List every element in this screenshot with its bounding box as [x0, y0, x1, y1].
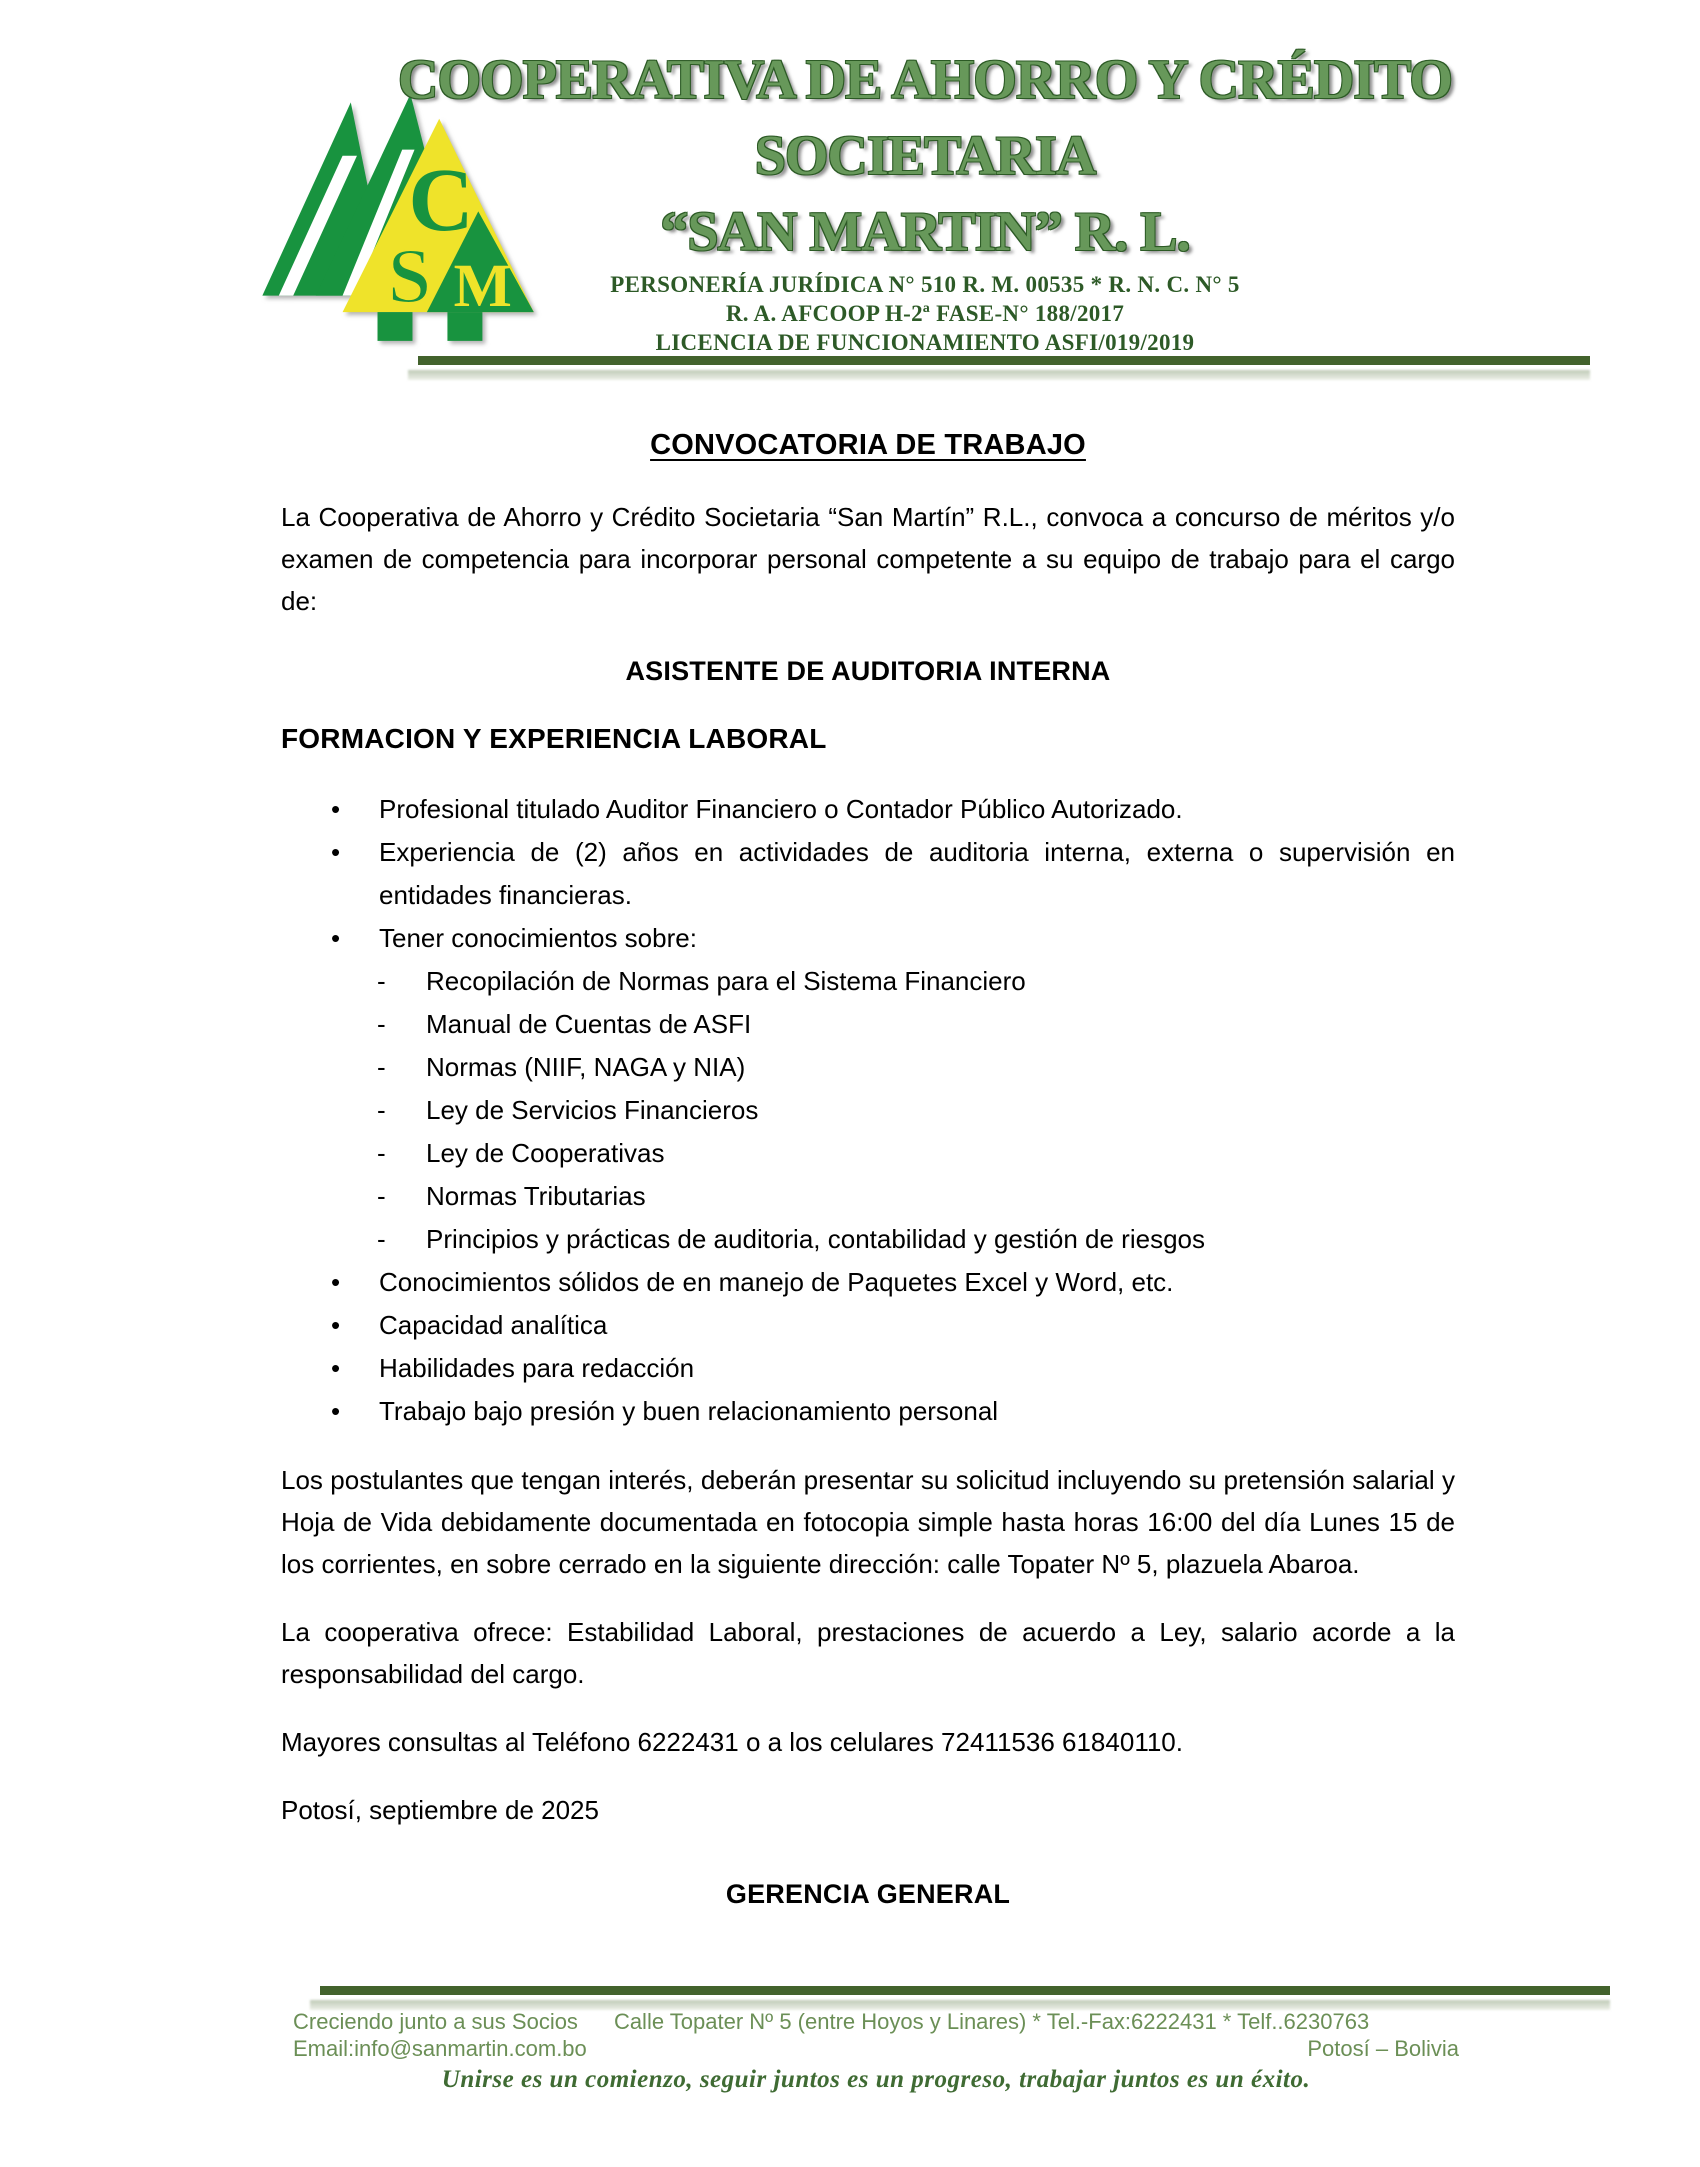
header-divider [418, 356, 1590, 380]
closing-paragraph: Mayores consultas al Teléfono 6222431 o a los celulares 72411536 61840110. [281, 1727, 1183, 1757]
footer-slogan: Creciendo junto a sus Socios [293, 2009, 578, 2034]
letterhead [0, 42, 1700, 357]
requirement-item-text: Experiencia de (2) años en actividades de auditoria interna, externa o supervisión en entidades financieras. [379, 837, 1455, 910]
registration-line1: PERSONERÍA JURÍDICA N° 510 R. M. 00535 * R. N. C. N° 5 [610, 272, 1240, 297]
header-divider-shadow [408, 370, 1590, 380]
knowledge-subitem: - Manual de Cuentas de ASFI [281, 1003, 1455, 1046]
footer-divider-bar [320, 1986, 1610, 1995]
intro-paragraph: La Cooperativa de Ahorro y Crédito Societaria “San Martín” R.L., convoca a concurso de méritos y/o examen de competencia para incorporar personal competente a su equipo de trabajo para el cargo de: [281, 502, 1455, 616]
footer-row-contact [293, 2008, 1459, 2035]
brand-title-line1: COOPERATIVA DE AHORRO Y CRÉDITO [398, 49, 1452, 111]
closing-paragraphs [281, 1459, 1455, 1763]
requirement-item [281, 917, 1455, 1261]
requirement-item-text: Capacidad analítica [379, 1310, 608, 1340]
footer-email: Email:info@sanmartin.com.bo [293, 2036, 587, 2061]
knowledge-subitem: - Normas (NIIF, NAGA y NIA) [281, 1046, 1455, 1089]
knowledge-subitem: - Ley de Cooperativas [281, 1132, 1455, 1175]
date-line: Potosí, septiembre de 2025 [281, 1795, 599, 1825]
knowledge-subitem: - Principios y prácticas de auditoria, contabilidad y gestión de riesgos [281, 1218, 1455, 1261]
requirement-item-text: Trabajo bajo presión y buen relacionamiento personal [379, 1396, 999, 1426]
requirement-item [281, 788, 1455, 831]
requirement-item-text: Habilidades para redacción [379, 1353, 695, 1383]
requirement-item [281, 1347, 1455, 1390]
header-divider-bar [418, 356, 1590, 365]
requirement-item [281, 831, 1455, 917]
signature-line: GERENCIA GENERAL [725, 1879, 1011, 1909]
brand-title-line3: “SAN MARTIN” R. L. [660, 201, 1190, 263]
requirements-list [281, 788, 1455, 1433]
registration-line2: R. A. AFCOOP H-2ª FASE-N° 188/2017 [725, 301, 1125, 326]
brand-title-line2: SOCIETARIA [754, 125, 1096, 187]
page-footer [293, 2008, 1459, 2095]
requirement-item-text: Conocimientos sólidos de en manejo de Paquetes Excel y Word, etc. [379, 1267, 1174, 1297]
requirement-item-text: Profesional titulado Auditor Financiero o Contador Público Autorizado. [379, 794, 1183, 824]
footer-divider [320, 1986, 1610, 2010]
requirement-item-text: Tener conocimientos sobre: [379, 923, 697, 953]
registration-line3: LICENCIA DE FUNCIONAMIENTO ASFI/019/2019 [655, 330, 1195, 355]
logo-letter-m: M [453, 251, 512, 320]
section-heading: FORMACION Y EXPERIENCIA LABORAL [281, 723, 827, 754]
footer-address-phone: Calle Topater Nº 5 (entre Hoyos y Linares) * Tel.-Fax:6222431 * Telf..6230763 [613, 2009, 1370, 2034]
document-body [281, 424, 1455, 1915]
footer-city: Potosí – Bolivia [1307, 2036, 1459, 2061]
knowledge-subitem: - Recopilación de Normas para el Sistema Financiero [281, 960, 1455, 1003]
closing-paragraph: La cooperativa ofrece: Estabilidad Laboral, prestaciones de acuerdo a Ley, salario acorde a la responsabilidad del cargo. [281, 1617, 1455, 1689]
logo-letter-c: C [408, 148, 474, 250]
knowledge-subitem: - Ley de Servicios Financieros [281, 1089, 1455, 1132]
footer-row-email-city [293, 2035, 1459, 2062]
requirement-item [281, 1390, 1455, 1433]
logo-letter-s: S [387, 231, 432, 319]
requirement-item [281, 1304, 1455, 1347]
requirement-item [281, 1261, 1455, 1304]
document-title: CONVOCATORIA DE TRABAJO [650, 429, 1086, 461]
position-title: ASISTENTE DE AUDITORIA INTERNA [625, 656, 1111, 686]
closing-paragraph: Los postulantes que tengan interés, deberán presentar su solicitud incluyendo su pretensión salarial y Hoja de Vida debidamente documentada en fotocopia simple hasta horas 16:00 del día Lunes 15 de los corrientes, en sobre cerrado en la siguiente dirección: calle Topater Nº 5, plazuela Abaroa. [281, 1465, 1455, 1579]
knowledge-subitem: - Normas Tributarias [281, 1175, 1455, 1218]
footer-quote: Unirse es un comienzo, seguir juntos es un progreso, trabajar juntos es un éxito. [441, 2066, 1311, 2093]
knowledge-sublist [379, 960, 1455, 1261]
